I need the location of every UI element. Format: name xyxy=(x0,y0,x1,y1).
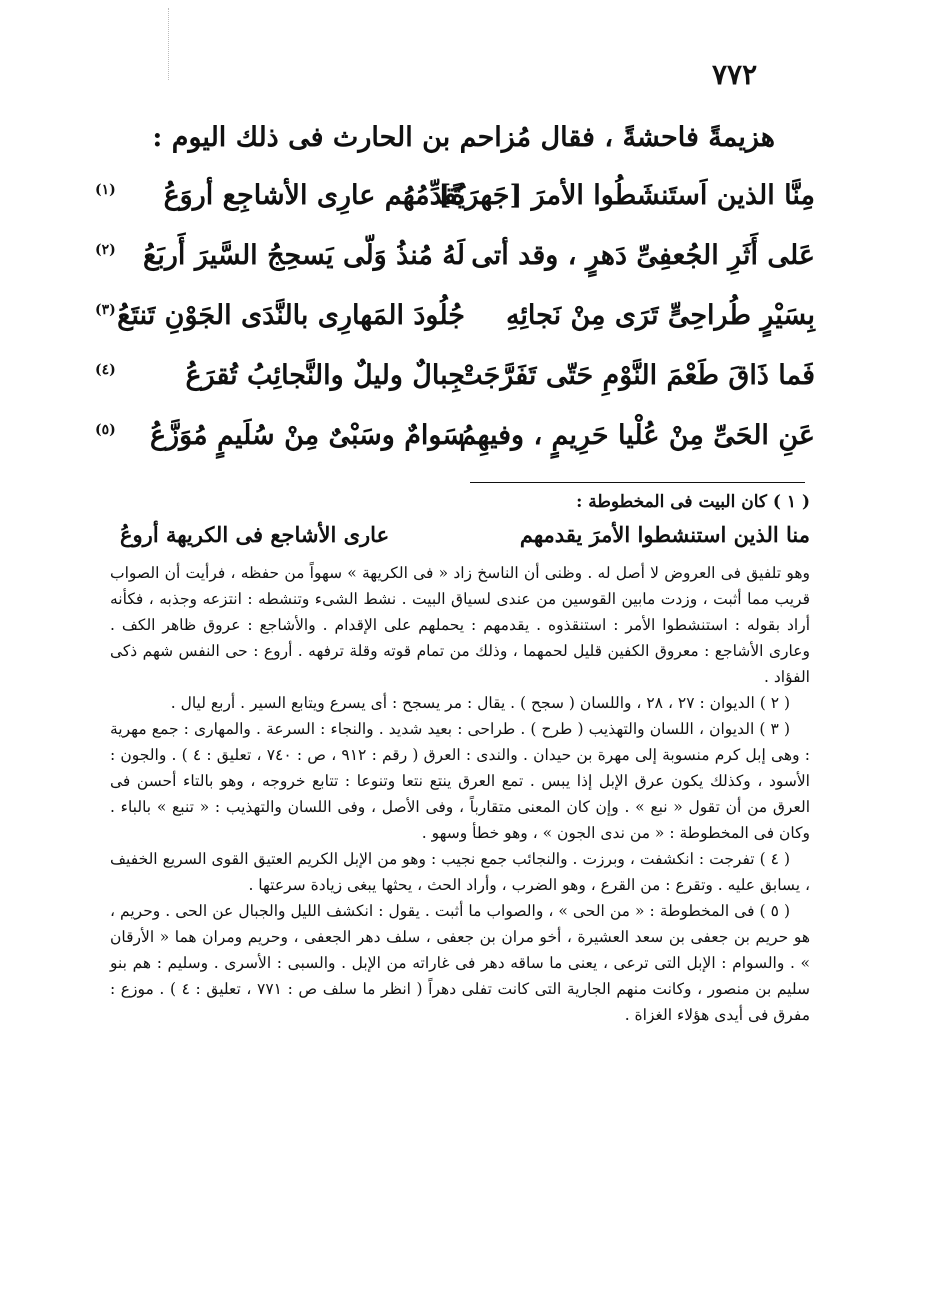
footnote-marker: (١) xyxy=(95,182,116,198)
footnote-1-quoted-verse xyxy=(110,516,810,560)
footnote-2-text: ( ٢ ) الديوان : ٢٧ ، ٢٨ ، واللسان ( سجح ) . يقال : مر يسجح : أى يسرع ويتابع السير . أربع ليال . xyxy=(170,694,790,712)
footnote-1-text: وهو تلفيق فى العروض لا أصل له . وظنى أن الناسخ زاد « فى الكريهة » سهواً من حفظه ، فرأيت أن الصواب قريب مما أثبت ، وزدت مابين القوسين من عندى لسياق البيت . نشط الشىء وتنشطه : انتزعه وجذبه ، فكأنه أراد بقوله : استنشطوا الأمر : استنقذوه . يقدمهم : يحملهم على الإقدام . والأشاجع : عروق ظاهر الكف . وعارى الأشاجع : معروق الكفين قليل لحمهما ، وذلك من تمام قوته وقلة ترفهه . أروع : حى النفس شهم ذكى الفؤاد . xyxy=(110,564,810,686)
verse-line xyxy=(95,420,815,480)
verse-second-hemistich: لَهُ مُنذُ وَلّى يَسحِجُ السَّيرَ أَربَعُ xyxy=(143,240,465,271)
margin-dotted-line xyxy=(168,8,170,80)
footnote-marker: (٢) xyxy=(95,242,116,258)
footnote-marker: (٥) xyxy=(95,422,116,438)
quoted-first-hemistich: منا الذين استنشطوا الأمرَ يقدمهم xyxy=(519,522,810,547)
verse-first-hemistich: عَلى أَثَرِ الجُعفِىِّ دَهرٍ ، وقد أتى xyxy=(471,240,815,271)
verse-second-hemistich: سَوامٌ وسَبْىٌ مِنْ سُلَيمٍ مُوَزَّعُ xyxy=(150,420,465,451)
verse-second-hemistich: جُلُودَ المَهارِى بالنَّدَى الجَوْنِ تَنتَعُ xyxy=(117,300,465,331)
verse-line xyxy=(95,300,815,360)
footnote-1-label: ( ١ ) كان البيت فى المخطوطة : xyxy=(576,492,810,512)
footnote-marker: (٣) xyxy=(95,302,116,318)
verse-line xyxy=(95,180,815,240)
poem xyxy=(95,180,815,480)
intro-line: هزيمةً فاحشةً ، فقال مُزاحم بن الحارث فى ذلك اليوم : xyxy=(152,122,775,153)
footnotes xyxy=(110,492,810,1028)
page-number: ٧٧٢ xyxy=(712,58,758,91)
verse-first-hemistich: مِنَّا الذين اَستَنشَطُوا الأمرَ [جَهرَةً] xyxy=(438,180,815,211)
footnote-divider xyxy=(470,482,805,483)
footnote-5-text: ( ٥ ) فى المخطوطة : « من الحى » ، والصواب ما أثبت . يقول : انكشف الليل والجبال عن الحى . وحريم ، هو حريم بن جعفى بن سعد العشيرة ، أخو مران بن جعفى ، سلف دهر الجعفى ، وحريم ومران هما « الأرقان » . والسوام : الإبل التى ترعى ، يعنى ما ساقه دهر فى غاراته من الإبل . والسبى : الأسرى . وسليم : هم بنو سليم بن منصور ، وكانت منهم الجارية التى كانت تفلى دهراً ( انظر ما سلف ص : ٧٧١ ، تعليق : ٤ ) . موزع : مفرق فى أيدى هؤلاء الغزاة . xyxy=(110,902,810,1024)
quoted-second-hemistich: عارى الأشاجع فى الكريهة أروعُ xyxy=(120,522,390,547)
footnote-3-text: ( ٣ ) الديوان ، اللسان والتهذيب ( طرح ) . طراحى : بعيد شديد . والنجاء : السرعة . والمهارى : جمع مهرية : وهى إبل كرم منسوبة إلى مهرة بن حيدان . والندى : العرق ( رقم : ٩١٢ ، ص : ٧٤٠ ، تعليق : ٤ ) . والجون : الأسود ، وكذلك يكون عرق الإبل إذا يبس . تمع العرق ينتع نتعا وتنوعا : تتابع خروجه ، وهو بالتاء أحسن فى العرق من أن تقول « نبع » . وإن كان المعنى متقارباً ، وفى الأصل ، وفى اللسان والتهذيب : « تنبع » بالباء . وكان فى المخطوطة : « من ندى الجون » ، وهو خطأ وسهو . xyxy=(110,720,810,842)
footnote-marker: (٤) xyxy=(95,362,116,378)
footnote-4-text: ( ٤ ) تفرجت : انكشفت ، وبرزت . والنجائب جمع نجيب : وهو من الإبل الكريم العتيق القوى السريع الخفيف ، يسابق عليه . وتقرع : من القرع ، وهو الضرب ، وأراد الحث ، يحثها يبغى زيادة سرعتها . xyxy=(110,850,810,894)
verse-first-hemistich: فَما ذَاقَ طَعْمَ النَّوْمِ حَتّى تَفَرَّجَتْ xyxy=(457,360,815,391)
verse-second-hemistich: جِبالٌ وليلٌ والنَّجائِبُ تُقرَعُ xyxy=(185,360,465,391)
verse-line xyxy=(95,360,815,420)
verse-line xyxy=(95,240,815,300)
verse-first-hemistich: بِسَيْرٍ طُراحِىٍّ تَرَى مِنْ نَجائِهِ xyxy=(505,300,815,331)
verse-first-hemistich: عَنِ الحَىِّ مِنْ عُلْيا حَرِيمٍ ، وفيهِمُ xyxy=(459,420,815,451)
verse-second-hemistich: يُقدِّمُهُم عارِى الأشاجِع أروَعُ xyxy=(163,180,465,211)
